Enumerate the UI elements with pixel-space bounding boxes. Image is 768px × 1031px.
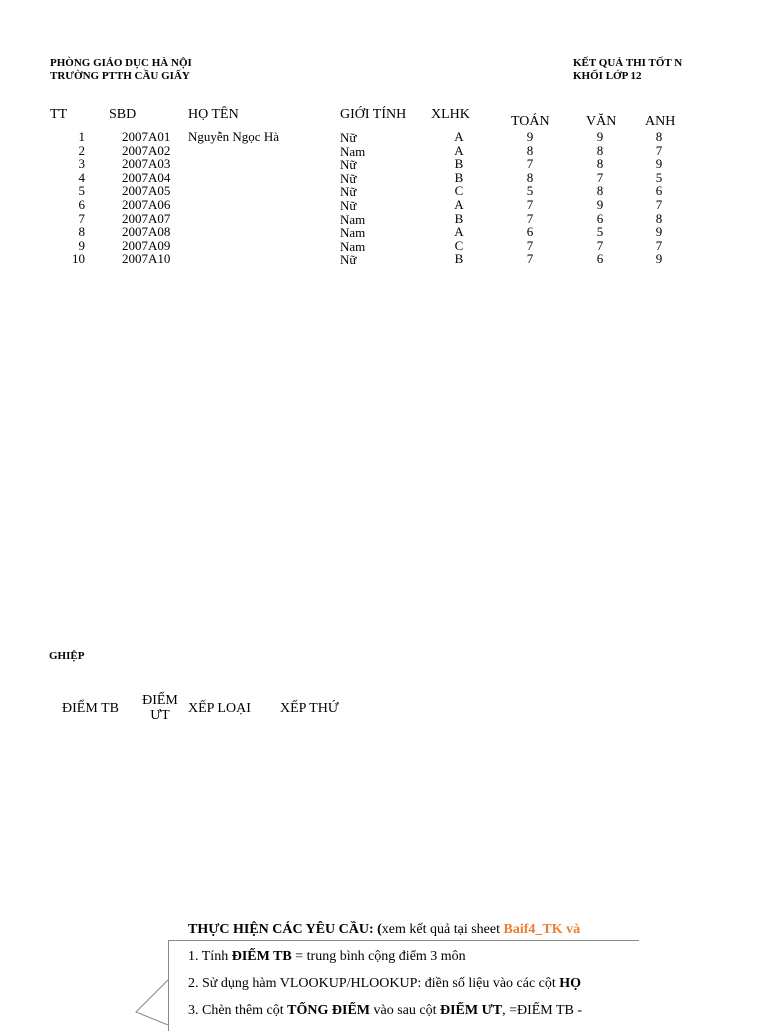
cell-toan: 6 <box>526 224 534 240</box>
cell-gender: Nữ <box>340 170 357 186</box>
table-row <box>0 130 768 144</box>
cell-van: 8 <box>596 156 604 172</box>
cell-van: 9 <box>596 196 604 212</box>
cell-sbd: 2007A05 <box>122 183 171 199</box>
col-header-toan: TOÁN <box>511 114 550 129</box>
cell-xlhk: A <box>454 196 464 212</box>
cell-sbd: 2007A08 <box>122 224 171 240</box>
col-header-diem-tb: ĐIỂM TB <box>62 701 119 716</box>
cell-xlhk: B <box>454 210 464 226</box>
col-header-xep-loai: XẾP LOẠI <box>188 701 251 716</box>
cell-gender: Nữ <box>340 197 357 213</box>
cell-toan: 7 <box>526 196 534 212</box>
req2-bold: HỌ <box>559 976 582 991</box>
req1-prefix: 1. Tính <box>188 949 232 964</box>
table-row <box>0 144 768 158</box>
cell-anh: 8 <box>655 210 663 226</box>
cell-sbd: 2007A06 <box>122 196 171 212</box>
cell-gender: Nữ <box>340 157 357 173</box>
req2-text: 2. Sử dụng hàm VLOOKUP/HLOOKUP: điền số liệu vào các cột <box>188 976 560 991</box>
cell-anh: 6 <box>655 183 663 199</box>
cell-tt: 6 <box>78 196 85 212</box>
cell-toan: 7 <box>526 156 534 172</box>
cell-toan: 7 <box>526 237 534 253</box>
cell-tt: 8 <box>78 224 85 240</box>
cell-anh: 9 <box>655 224 663 240</box>
cell-van: 9 <box>596 129 604 144</box>
cell-xlhk: C <box>454 237 464 253</box>
section2-title: GHIỆP <box>49 650 85 662</box>
requirements-sheet-name: Baif4_TK và <box>503 922 581 937</box>
cell-xlhk: C <box>454 183 464 199</box>
cell-xlhk: B <box>454 169 464 185</box>
cell-van: 7 <box>596 237 604 253</box>
req3-mid: vào sau cột <box>370 1003 440 1018</box>
cell-van: 8 <box>596 183 604 199</box>
col-header-xlhk: XLHK <box>431 107 470 122</box>
req1-rest: = trung bình cộng điểm 3 môn <box>291 949 466 964</box>
title-line-2: KHỐI LỚP 12 <box>573 70 642 82</box>
req3-bold-2: ĐIỂM ƯT <box>439 1003 503 1018</box>
cell-tt: 9 <box>78 237 85 253</box>
org-line-2: TRƯỜNG PTTH CẦU GIẤY <box>50 70 190 82</box>
req3-prefix: 3. Chèn thêm cột <box>188 1003 288 1018</box>
req3-rest: , =ĐIỂM TB - <box>502 1003 583 1018</box>
cell-anh: 9 <box>655 156 663 172</box>
cell-sbd: 2007A09 <box>122 237 171 253</box>
cell-toan: 8 <box>526 169 534 185</box>
col-header-tt: TT <box>50 107 68 122</box>
cell-xlhk: B <box>454 156 464 172</box>
col-header-xep-thu: XẾP THỨ <box>280 701 339 716</box>
title-line-1: KẾT QUẢ THI TỐT N <box>573 57 683 69</box>
col-header-sbd: SBD <box>109 107 137 122</box>
cell-anh: 7 <box>655 142 663 158</box>
cell-toan: 8 <box>526 142 534 158</box>
cell-xlhk: A <box>454 129 464 144</box>
cell-toan: 9 <box>526 129 534 144</box>
cell-gender: Nam <box>340 225 366 241</box>
table-row <box>0 239 768 253</box>
cell-gender: Nam <box>340 143 366 159</box>
cell-tt: 5 <box>78 183 85 199</box>
requirement-item-3 <box>188 1002 624 1020</box>
cell-sbd: 2007A10 <box>122 251 171 267</box>
org-line-1: PHÒNG GIÁO DỤC HÀ NỘI <box>50 57 192 69</box>
req1-bold: ĐIỂM TB <box>231 949 292 964</box>
cell-tt: 2 <box>78 142 85 158</box>
cell-van: 7 <box>596 169 604 185</box>
col-header-anh: ANH <box>645 114 676 129</box>
cell-gender: Nữ <box>340 130 357 145</box>
cell-van: 5 <box>596 224 604 240</box>
cell-toan: 7 <box>526 210 534 226</box>
cell-xlhk: B <box>454 251 464 267</box>
req3-bold-1: TỔNG ĐIỂM <box>287 1003 370 1018</box>
table-row <box>0 252 768 266</box>
note-callout-pointer <box>134 975 174 1025</box>
cell-gender: Nữ <box>340 252 357 268</box>
cell-anh: 7 <box>655 237 663 253</box>
cell-toan: 5 <box>526 183 534 199</box>
cell-tt: 7 <box>78 210 85 226</box>
cell-sbd: 2007A01 <box>122 129 171 144</box>
table-row <box>0 171 768 185</box>
cell-name: Nguyễn Ngọc Hà <box>188 129 279 144</box>
data-table <box>0 130 768 266</box>
cell-gender: Nam <box>340 211 366 227</box>
requirement-item-2 <box>188 975 624 993</box>
cell-tt: 10 <box>72 251 85 267</box>
col-header-ho-ten: HỌ TÊN <box>188 107 239 122</box>
requirements-title-rest: xem kết quả tại sheet <box>381 922 504 937</box>
col-header-diem-ut-line2: ƯT <box>150 708 170 723</box>
table-row <box>0 225 768 239</box>
cell-anh: 8 <box>655 129 663 144</box>
cell-gender: Nam <box>340 238 366 254</box>
cell-toan: 7 <box>526 251 534 267</box>
cell-van: 6 <box>596 251 604 267</box>
cell-tt: 4 <box>78 169 85 185</box>
cell-anh: 9 <box>655 251 663 267</box>
cell-van: 8 <box>596 142 604 158</box>
requirements-title <box>188 921 624 939</box>
cell-sbd: 2007A03 <box>122 156 171 172</box>
cell-van: 6 <box>596 210 604 226</box>
cell-gender: Nữ <box>340 184 357 200</box>
table-row <box>0 184 768 198</box>
cell-anh: 5 <box>655 169 663 185</box>
col-header-van: VĂN <box>586 114 617 129</box>
col-header-diem-ut-line1: ĐIỂM <box>142 693 178 708</box>
table-row <box>0 212 768 226</box>
table-row <box>0 198 768 212</box>
cell-xlhk: A <box>454 224 464 240</box>
cell-tt: 1 <box>78 129 85 144</box>
cell-tt: 3 <box>78 156 85 172</box>
col-header-gioi-tinh: GIỚI TÍNH <box>340 107 407 122</box>
cell-sbd: 2007A02 <box>122 142 171 158</box>
requirements-title-bold: THỰC HIỆN CÁC YÊU CẦU: ( <box>188 922 382 937</box>
cell-sbd: 2007A07 <box>122 210 171 226</box>
requirement-item-1 <box>188 948 624 966</box>
cell-sbd: 2007A04 <box>122 169 171 185</box>
cell-xlhk: A <box>454 142 464 158</box>
table-row <box>0 157 768 171</box>
cell-anh: 7 <box>655 196 663 212</box>
